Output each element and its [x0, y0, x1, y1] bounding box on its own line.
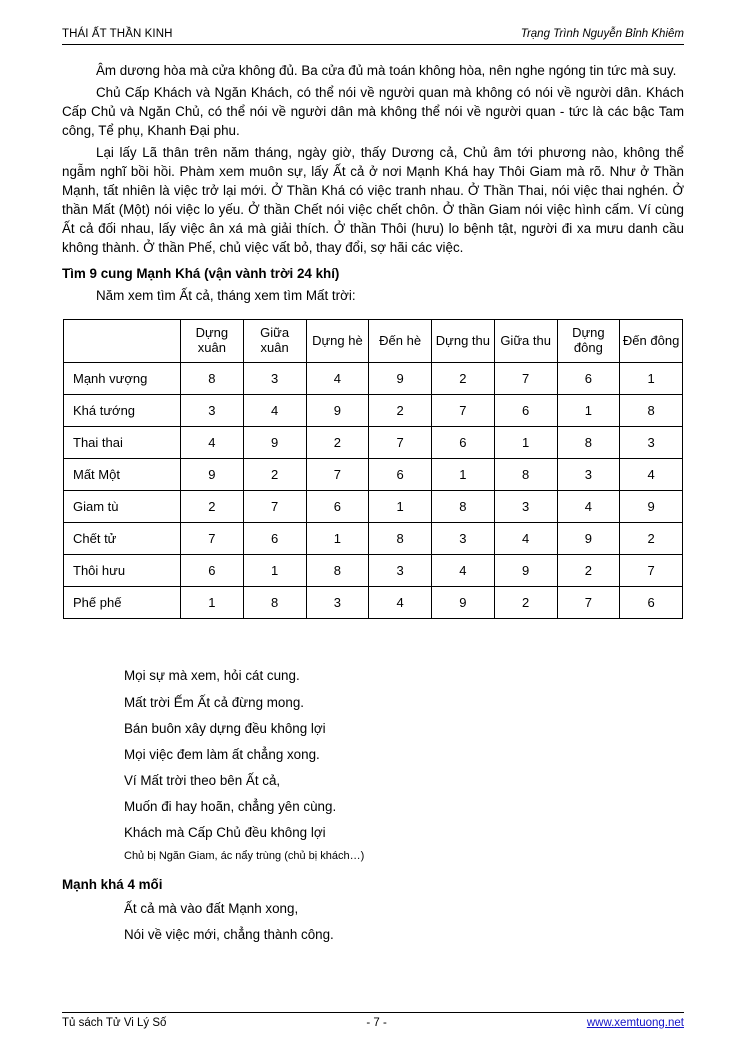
table-cell: 9 — [557, 523, 620, 555]
table-cell: 1 — [432, 459, 495, 491]
table-header-row — [64, 320, 683, 363]
table-cell: 4 — [243, 395, 306, 427]
table-cell: 7 — [369, 427, 432, 459]
column-header: Đến hè — [369, 320, 432, 363]
row-label: Khá tướng — [64, 395, 181, 427]
table-cell: 4 — [494, 523, 557, 555]
column-header: Dựng thu — [432, 320, 495, 363]
paragraph-1: Âm dương hòa mà cửa không đủ. Ba cửa đủ mà toán không hòa, nên nghe ngóng tin tức mà suy. — [96, 63, 677, 78]
table-cell: 3 — [181, 395, 244, 427]
table-cell: 3 — [432, 523, 495, 555]
table-cell: 1 — [181, 587, 244, 619]
section2-lines — [62, 896, 684, 948]
table-cell: 4 — [369, 587, 432, 619]
table-cell: 6 — [494, 395, 557, 427]
verse-line: Bán buôn xây dựng đều không lợi — [124, 720, 326, 736]
table-cell: 8 — [306, 555, 369, 587]
row-label: Mạnh vượng — [64, 363, 181, 395]
table-cell: 9 — [181, 459, 244, 491]
table-cell: 2 — [369, 395, 432, 427]
table-cell: 2 — [181, 491, 244, 523]
column-header: Giữa thu — [494, 320, 557, 363]
paragraph-3: Lại lấy Lã thân trên năm tháng, ngày giờ, thấy Dương cả, Chủ âm tới phương nào, không thể ngẫm nghĩ bồi hồi. Phàm xem muôn sự, lấy Ất cả ở nơi Mạnh Khá hay Thôi Giam mà rõ. Như ở Thần Mạnh, tất nhiên là việc trở lại mới. Ở Thần Khá có việc tranh nhau. Ở Thần Thai, nói việc thai nghén. Ở thần Mất (Một) nói việc lo yếu. Ở thần Chết nói việc chết chôn. Ở thần Giam nói việc hình cấm. Ví cùng Ất cả đối nhau, lấy việc ân xá mà giải thích. Ở thần Thôi (hưu) lo bệnh tật, người đi xa mưu danh cầu không thành. Ở thần Phế, chủ việc vất bỏ, thay đổi, sợ hãi các việc. — [62, 145, 684, 256]
table-corner-cell — [64, 320, 181, 363]
table-cell: 7 — [243, 491, 306, 523]
table-cell: 6 — [369, 459, 432, 491]
table-cell: 1 — [369, 491, 432, 523]
table-cell: 2 — [432, 363, 495, 395]
table-cell: 1 — [243, 555, 306, 587]
table-cell: 6 — [181, 555, 244, 587]
table-row — [64, 587, 683, 619]
table-cell: 1 — [620, 363, 683, 395]
table-cell: 7 — [557, 587, 620, 619]
row-label: Mất Một — [64, 459, 181, 491]
paragraph-2: Chủ Cấp Khách và Ngăn Khách, có thể nói về người quan mà không có nói về người dân. Khách Cấp Chủ và Ngăn Chủ, có thể nói về người dân mà không thể nói về người quan - tức là các bậc Tam công, Tể phụ, Khanh Đại phu. — [62, 85, 684, 139]
column-header: Giữa xuân — [243, 320, 306, 363]
table-cell: 7 — [181, 523, 244, 555]
header-book-title: THÁI ẤT THẦN KINH — [62, 28, 173, 40]
table-cell: 9 — [432, 587, 495, 619]
table-row — [64, 363, 683, 395]
footer-page-number: - 7 - — [366, 1017, 387, 1029]
row-label: Thai thai — [64, 427, 181, 459]
table-cell: 2 — [494, 587, 557, 619]
verse-block — [62, 663, 684, 864]
table-cell: 3 — [620, 427, 683, 459]
table-cell: 4 — [620, 459, 683, 491]
row-label: Giam tù — [64, 491, 181, 523]
table-cell: 2 — [306, 427, 369, 459]
table-cell: 2 — [557, 555, 620, 587]
row-label: Phế phế — [64, 587, 181, 619]
footer-website-link[interactable]: www.xemtuong.net — [586, 1017, 684, 1029]
table-cell: 8 — [432, 491, 495, 523]
header-author: Trạng Trình Nguyễn Bỉnh Khiêm — [520, 28, 684, 40]
table-cell: 4 — [557, 491, 620, 523]
table-row — [64, 555, 683, 587]
page-content — [62, 61, 684, 948]
section-intro-line: Năm xem tìm Ất cả, tháng xem tìm Mất trời: — [96, 288, 356, 304]
table-cell: 3 — [243, 363, 306, 395]
section-heading-1: Tìm 9 cung Mạnh Khá (vận vành trời 24 khí) — [62, 266, 340, 282]
column-header: Dựng hè — [306, 320, 369, 363]
table-cell: 6 — [432, 427, 495, 459]
table-cell: 8 — [557, 427, 620, 459]
table-cell: 6 — [620, 587, 683, 619]
table-cell: 6 — [557, 363, 620, 395]
column-header: Dựng đông — [557, 320, 620, 363]
table-cell: 6 — [243, 523, 306, 555]
table-cell: 2 — [620, 523, 683, 555]
page-header — [62, 28, 684, 45]
table-row — [64, 395, 683, 427]
table-cell: 4 — [306, 363, 369, 395]
table-cell: 8 — [494, 459, 557, 491]
section2-line: Nói về việc mới, chẳng thành công. — [124, 927, 334, 943]
table-cell: 9 — [494, 555, 557, 587]
table-cell: 9 — [620, 491, 683, 523]
verse-line: Mất trời Ếm Ất cả đừng mong. — [124, 694, 304, 710]
table-cell: 8 — [243, 587, 306, 619]
table-cell: 9 — [243, 427, 306, 459]
verse-line: Mọi việc đem làm ất chẳng xong. — [124, 746, 320, 762]
table-cell: 7 — [432, 395, 495, 427]
section2-line: Ất cả mà vào đất Mạnh xong, — [124, 900, 299, 916]
table-cell: 3 — [306, 587, 369, 619]
verse-line: Mọi sự mà xem, hỏi cát cung. — [124, 668, 300, 684]
verse-line: Ví Mất trời theo bên Ất cả, — [124, 772, 281, 788]
table-cell: 3 — [369, 555, 432, 587]
table-cell: 1 — [306, 523, 369, 555]
table-cell: 4 — [181, 427, 244, 459]
row-label: Chết tử — [64, 523, 181, 555]
table-cell: 9 — [306, 395, 369, 427]
verse-line: Muốn đi hay hoãn, chẳng yên cùng. — [124, 799, 337, 815]
table-row — [64, 427, 683, 459]
table-cell: 9 — [369, 363, 432, 395]
table-cell: 6 — [306, 491, 369, 523]
page-footer — [62, 1012, 684, 1029]
table-body — [64, 363, 683, 619]
nine-palaces-table — [63, 319, 683, 619]
table-cell: 8 — [369, 523, 432, 555]
verse-line: Khách mà Cấp Chủ đều không lợi — [124, 825, 326, 841]
table-cell: 7 — [620, 555, 683, 587]
table-cell: 4 — [432, 555, 495, 587]
table-row — [64, 491, 683, 523]
table-cell: 8 — [181, 363, 244, 395]
column-header: Dựng xuân — [181, 320, 244, 363]
row-label: Thôi hưu — [64, 555, 181, 587]
table-cell: 1 — [557, 395, 620, 427]
table-head — [64, 320, 683, 363]
table-cell: 3 — [494, 491, 557, 523]
footer-publisher: Tủ sách Tử Vi Lý Số — [62, 1017, 167, 1029]
table-cell: 2 — [243, 459, 306, 491]
table-cell: 1 — [494, 427, 557, 459]
section-heading-2: Mạnh khá 4 mối — [62, 876, 163, 892]
table-cell: 7 — [306, 459, 369, 491]
table-row — [64, 459, 683, 491]
table-row — [64, 523, 683, 555]
column-header: Đến đông — [620, 320, 683, 363]
table-cell: 7 — [494, 363, 557, 395]
table-cell: 8 — [620, 395, 683, 427]
verse-footnote: Chủ bị Ngăn Giam, ác nẩy trùng (chủ bị khách…) — [124, 850, 365, 863]
table-cell: 3 — [557, 459, 620, 491]
